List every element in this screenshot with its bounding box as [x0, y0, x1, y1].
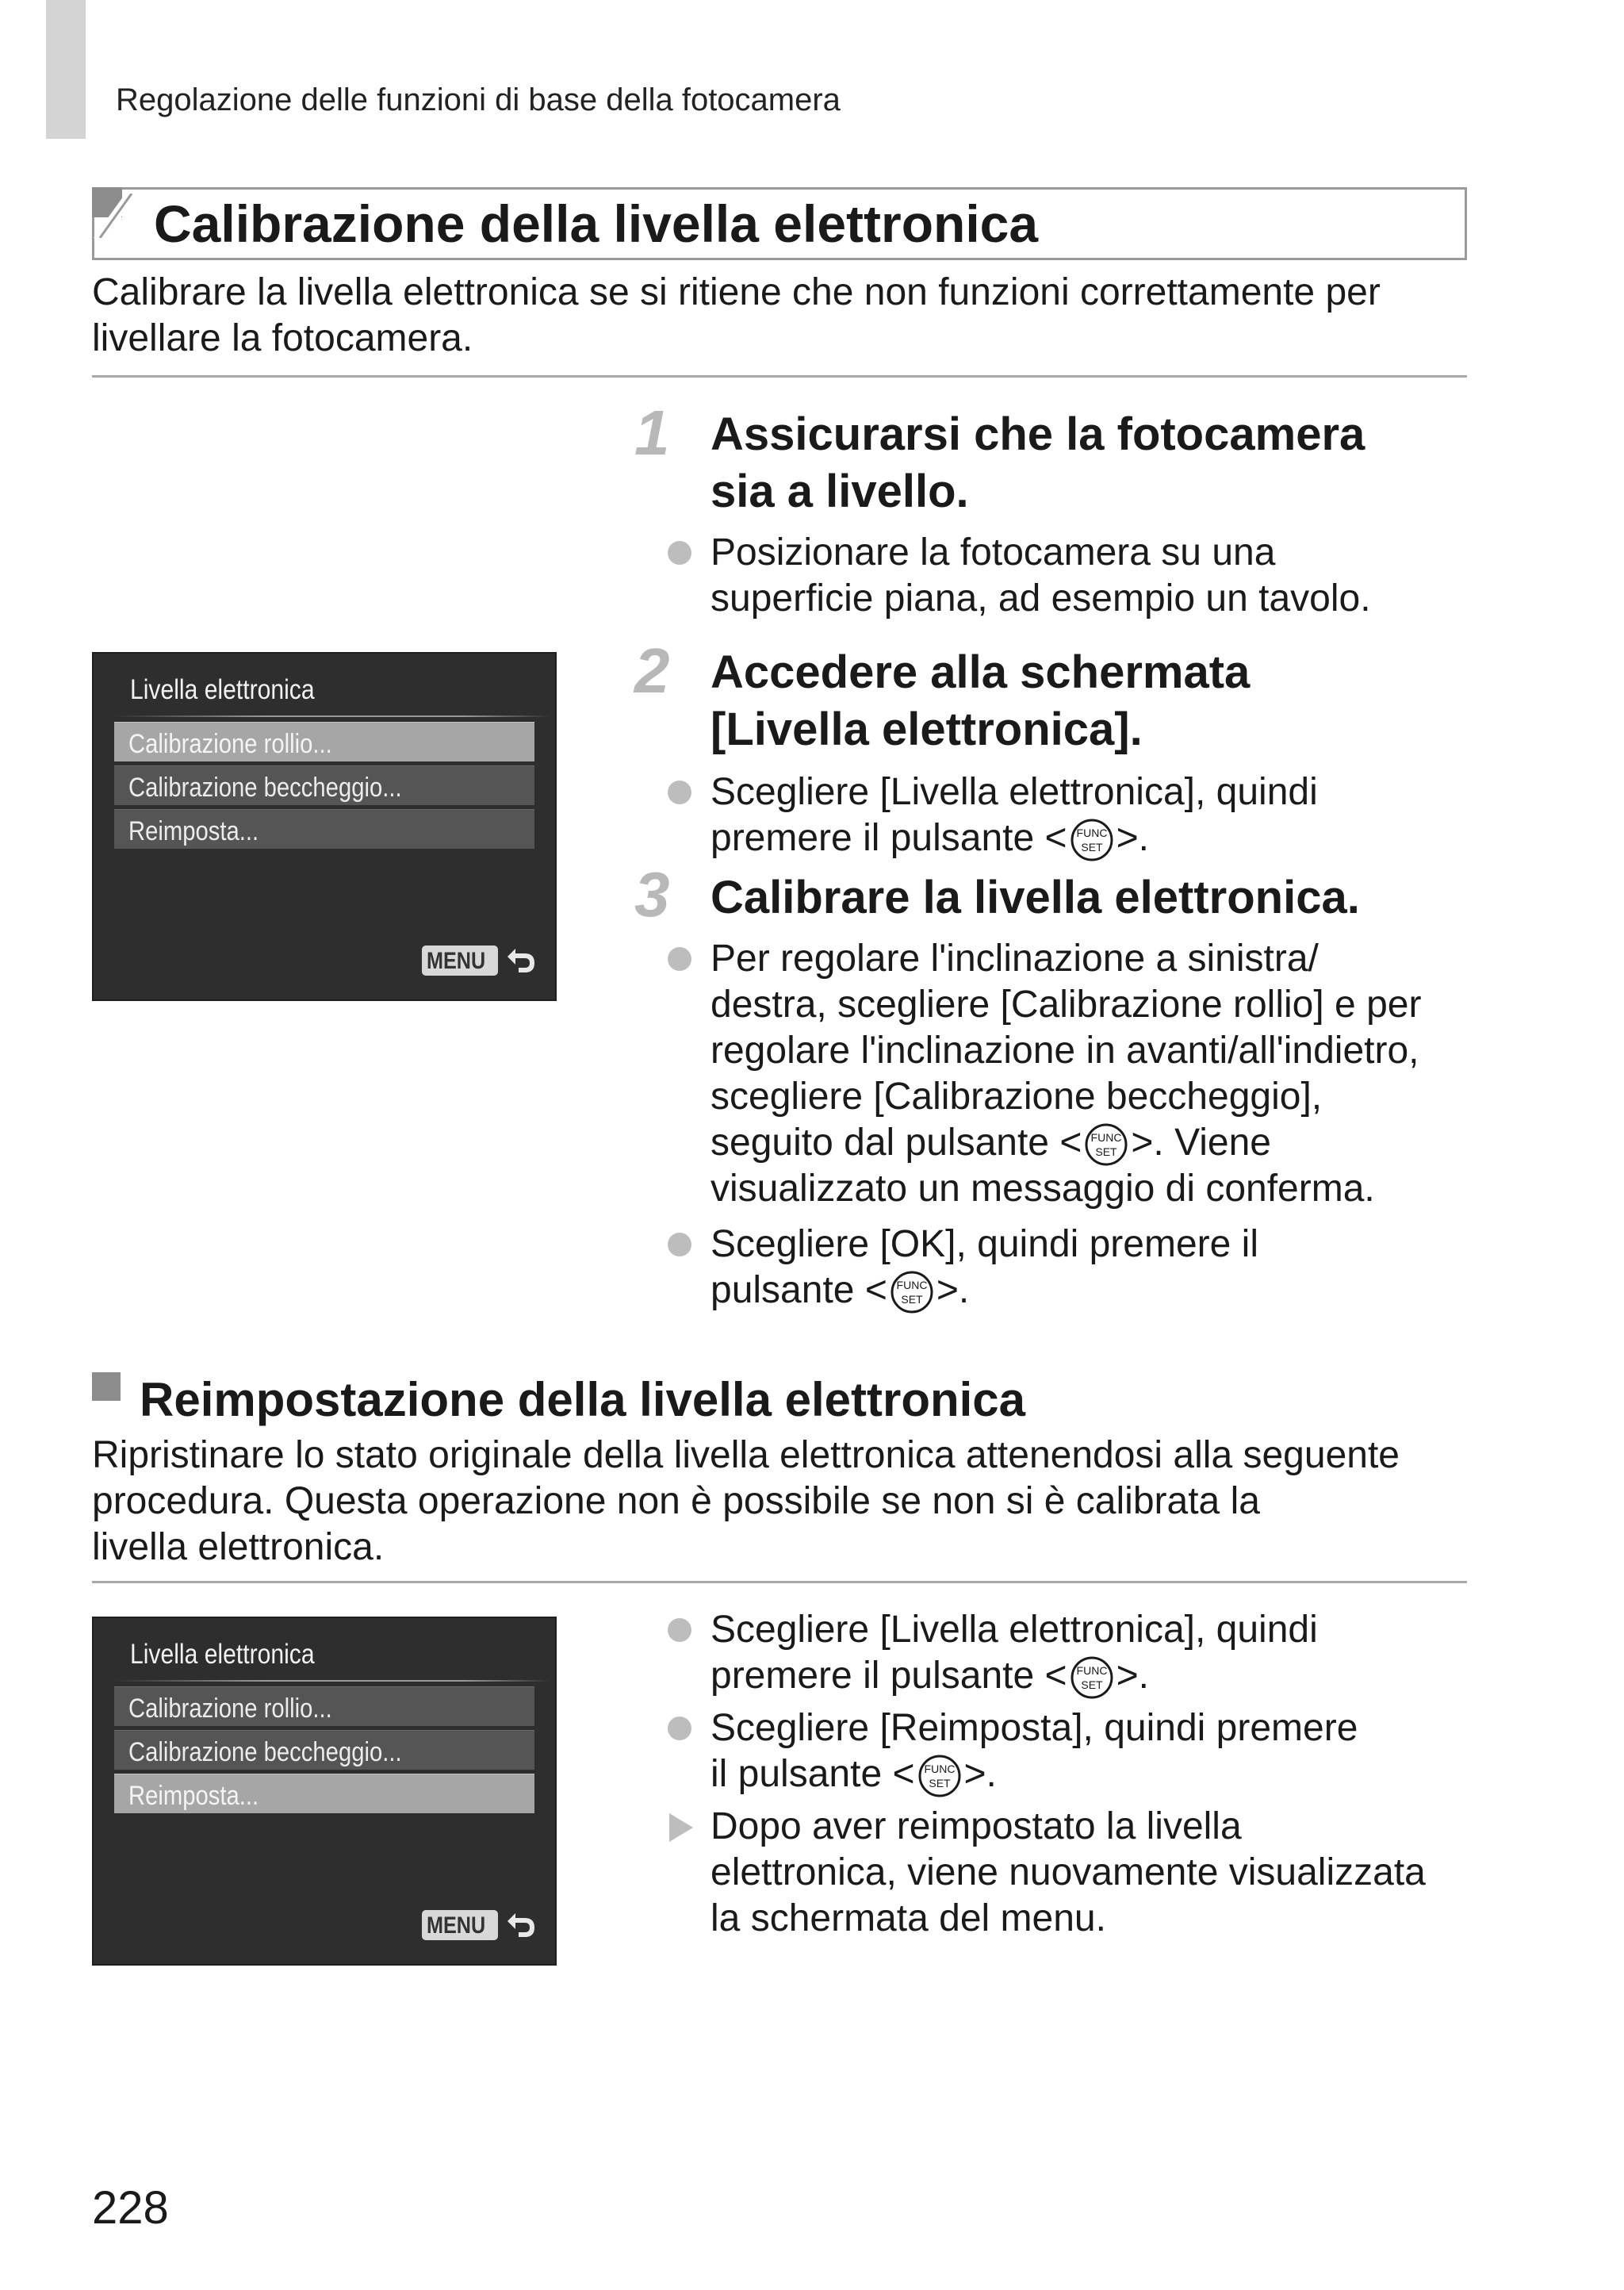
func-set-label: FUNC — [1090, 1131, 1122, 1144]
bullet-dot-icon — [668, 781, 691, 804]
running-header: Regolazione delle funzioni di base della fotocamera — [116, 82, 841, 117]
func-set-label: SET — [1080, 1678, 1103, 1691]
subsection-square — [92, 1372, 121, 1401]
menu-item-calibrazione-beccheggio: Calibrazione beccheggio... — [114, 1730, 534, 1770]
bullet-dot-icon — [668, 1618, 691, 1642]
func-set-icon — [1067, 815, 1116, 861]
func-set-label: FUNC — [896, 1279, 928, 1291]
func-set-label: FUNC — [1076, 1664, 1108, 1677]
func-set-glyph — [1069, 815, 1115, 861]
bullet-dot-icon — [668, 1717, 691, 1740]
func-set-glyph — [889, 1268, 935, 1314]
step-1-heading-line1: Assicurarsi che la fotocamera — [710, 409, 1365, 460]
camera-screen-calibration — [92, 652, 557, 1001]
section-intro: Calibrare la livella elettronica se si ritiene che non funzioni correttamente per livellare la fotocamera. — [92, 271, 1381, 359]
func-set-label: SET — [1080, 841, 1103, 853]
func-set-label: SET — [1095, 1145, 1117, 1158]
back-arrow-icon — [503, 1908, 538, 1940]
divider — [92, 375, 1467, 378]
screen-title: Livella elettronica — [130, 674, 315, 705]
bullet-dot-icon — [668, 541, 691, 565]
step-1-heading-line2: sia a livello. — [710, 466, 969, 517]
title-corner-slash — [89, 194, 144, 238]
menu-item-calibrazione-beccheggio: Calibrazione beccheggio... — [114, 765, 534, 805]
section-title: Calibrazione della livella elettronica — [154, 194, 1039, 253]
func-set-label: SET — [901, 1293, 923, 1306]
menu-item-reimposta: Reimposta... — [114, 809, 534, 849]
header-tab-bar — [46, 0, 86, 139]
step-2-heading-line1: Accedere alla schermata — [710, 646, 1251, 698]
func-set-glyph — [1069, 1653, 1115, 1699]
step-number-2: 2 — [634, 635, 670, 706]
result-arrow-icon — [669, 1813, 693, 1842]
menu-item-calibrazione-rollio: Calibrazione rollio... — [114, 1686, 534, 1726]
subsection-intro: Ripristinare lo stato originale della livella elettronica attenendosi alla seguente procedura. Questa operazione non è possibile se non si è calibrata la livella elettronica. — [92, 1434, 1400, 1568]
func-set-label: FUNC — [1076, 827, 1108, 839]
func-set-label: SET — [928, 1777, 951, 1789]
step-number-3: 3 — [634, 859, 670, 930]
step-number-1: 1 — [634, 397, 670, 468]
screen-title-underline — [114, 715, 550, 717]
screen-title-underline — [114, 1680, 550, 1682]
menu-button-icon: MENU — [422, 1910, 498, 1940]
page-number: 228 — [92, 2182, 169, 2234]
func-set-icon — [1067, 1653, 1116, 1699]
func-set-icon — [887, 1268, 936, 1314]
menu-item-reimposta: Reimposta... — [114, 1774, 534, 1813]
menu-item-calibrazione-rollio: Calibrazione rollio... — [114, 722, 534, 761]
menu-button-icon: MENU — [422, 946, 498, 976]
step-2-heading-line2: [Livella elettronica]. — [710, 704, 1143, 755]
func-set-icon — [1082, 1120, 1131, 1166]
bullet-dot-icon — [668, 947, 691, 971]
subsection-title: Reimpostazione della livella elettronica — [140, 1373, 1026, 1426]
bullet-dot-icon — [668, 1233, 691, 1256]
func-set-label: FUNC — [924, 1763, 955, 1775]
back-arrow-icon — [503, 944, 538, 976]
camera-screen-reset — [92, 1617, 557, 1966]
func-set-glyph — [917, 1751, 963, 1797]
func-set-glyph — [1083, 1120, 1129, 1166]
step-3-heading: Calibrare la livella elettronica. — [710, 872, 1360, 923]
divider — [92, 1581, 1467, 1583]
screen-title: Livella elettronica — [130, 1639, 315, 1670]
func-set-icon — [915, 1751, 964, 1797]
